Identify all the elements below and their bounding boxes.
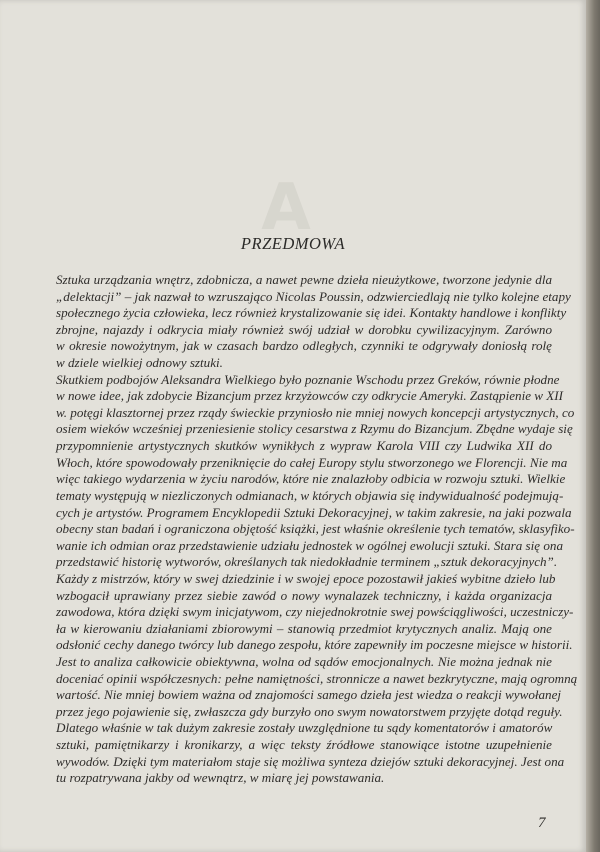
text-line: „delektacji” – jak nazwał to wzruszająco Nicolas Poussin, odzwierciedlają nie tylko kolejne etapy bbox=[56, 288, 571, 304]
preface-text bbox=[56, 272, 578, 787]
text-line: cych je artystów. Programem Encyklopedii Sztuki Dekoracyjnej, w takim zakresie, na jaki pozwala bbox=[56, 504, 572, 520]
text-line: ła w kierowaniu działaniami zbiorowymi – stanowią przedmiot krytycznych analiz. Mają one bbox=[56, 620, 552, 636]
text-line: w. potęgi klasztornej przez rządy świeckie przyniosło nie mniej nowych koncepcji artystycznych, co bbox=[56, 404, 575, 420]
text-line: sztuki, pamiętnikarzy i kronikarzy, a więc teksty źródłowe stanowiące istotne uzupełnienie bbox=[56, 737, 552, 753]
text-line: przez jego pojawienie się, zwłaszcza gdy burzyło ono swym nowatorstwem przyjęte dotąd reguły. bbox=[56, 703, 563, 719]
text-line: Każdy z mistrzów, który w swej dziedzinie i w swojej epoce pozostawił jakieś wybitne dzieło lub bbox=[56, 570, 556, 586]
page-title: PRZEDMOWA bbox=[240, 234, 346, 253]
text-line: wywodów. Dzięki tym materiałom staje się możliwa synteza dziejów sztuki dekoracyjnej. Jest ona bbox=[56, 753, 565, 769]
text-line: doceniać opinii współczesnych: pełne namiętności, stronnicze a nawet bezkrytyczne, mają ogromną bbox=[56, 670, 578, 686]
text-line: wartość. Nie mniej bowiem ważna od znajomości samego dzieła jest wiedza o reakcji wywołanej bbox=[56, 687, 562, 703]
text-line: odsłonić cechy danego twórcy lub danego zespołu, które zapewniły im poczesne miejsce w historii. bbox=[56, 637, 573, 653]
text-line: wanie ich odmian oraz przedstawienie udziału jednostek w ogólnej ewolucji sztuki. Stara się ona bbox=[56, 537, 563, 553]
text-line: w nowe idee, jak zdobycie Bizancjum przez krzyżowców czy odkrycie Ameryki. Zastąpienie w XII bbox=[56, 388, 564, 404]
text-line: zbrojne, najazdy i odkrycia miały również swój udział w dorobku cywilizacyjnym. Zarówno bbox=[56, 321, 552, 337]
faint-letter-watermark: A bbox=[261, 171, 311, 245]
text-line: więc takiego wydarzenia w życiu narodów, które nie znalazłoby odbicia w rozwoju sztuki. Wielkie bbox=[56, 471, 566, 487]
text-line: w okresie nowożytnym, jak w czasach bardzo odległych, czynniki te odgrywały doniosłą rolę bbox=[56, 338, 552, 354]
text-line: przedstawić historię wytworów, określanych tak niedokładnie terminem „sztuk dekoracyjnych”. bbox=[56, 554, 558, 570]
text-line: Jest to analiza całkowicie obiektywna, wolna od sądów emocjonalnych. Nie można jednak nie bbox=[56, 654, 552, 670]
text-line: wzbogacił uprawiany przez siebie zawód o nowy wynalazek techniczny, i każda organizacja bbox=[56, 587, 552, 603]
text-line: osiem wieków wcześniej przeniesienie stolicy cesarstwa z Rzymu do Bizancjum. Zbędne wydaje się bbox=[56, 421, 573, 437]
page-number: 7 bbox=[538, 815, 546, 831]
book-spine-edge bbox=[586, 0, 600, 852]
text-line: Sztuka urządzania wnętrz, zdobnicza, a nawet pewne dzieła nieużytkowe, tworzone jedynie dla bbox=[56, 272, 552, 287]
text-line: tu rozpatrywana jakby od wewnątrz, w miarę jej powstawania. bbox=[56, 770, 385, 786]
text-line: Skutkiem podbojów Aleksandra Wielkiego było poznanie Wschodu przez Greków, równie płodne bbox=[56, 371, 560, 387]
text-line: przypomnienie artystycznych skutków wynikłych z wypraw Karola VIII czy Ludwika XII do bbox=[56, 438, 552, 454]
text-line: w dziele wielkiej odnowy sztuki. bbox=[56, 355, 223, 371]
text-line: Włoch, które spowodowały przeniknięcie do całej Europy stylu stworzonego we Florencji. Nie ma bbox=[56, 454, 568, 470]
text-line: obecny stan badań i ograniczona objętość książki, jest właśnie określenie tych tematów, sklasyfiko- bbox=[56, 521, 575, 537]
text-line: tematy występują w niezliczonych odmianach, w których objawia się indywidualność podejmują- bbox=[56, 487, 564, 503]
text-line: zawodowa, która dzięki swym inicjatywom, czy niejednokrotnie swej powściągliwości, uczestniczy- bbox=[56, 604, 574, 620]
text-line: Dlatego właśnie w tak dużym zakresie zostały uwzględnione tu sądy komentatorów i amatorów bbox=[56, 720, 553, 736]
text-line: społecznego życia człowieka, lecz również krystalizowanie się idei. Kontakty handlowe i konflikty bbox=[56, 305, 567, 321]
